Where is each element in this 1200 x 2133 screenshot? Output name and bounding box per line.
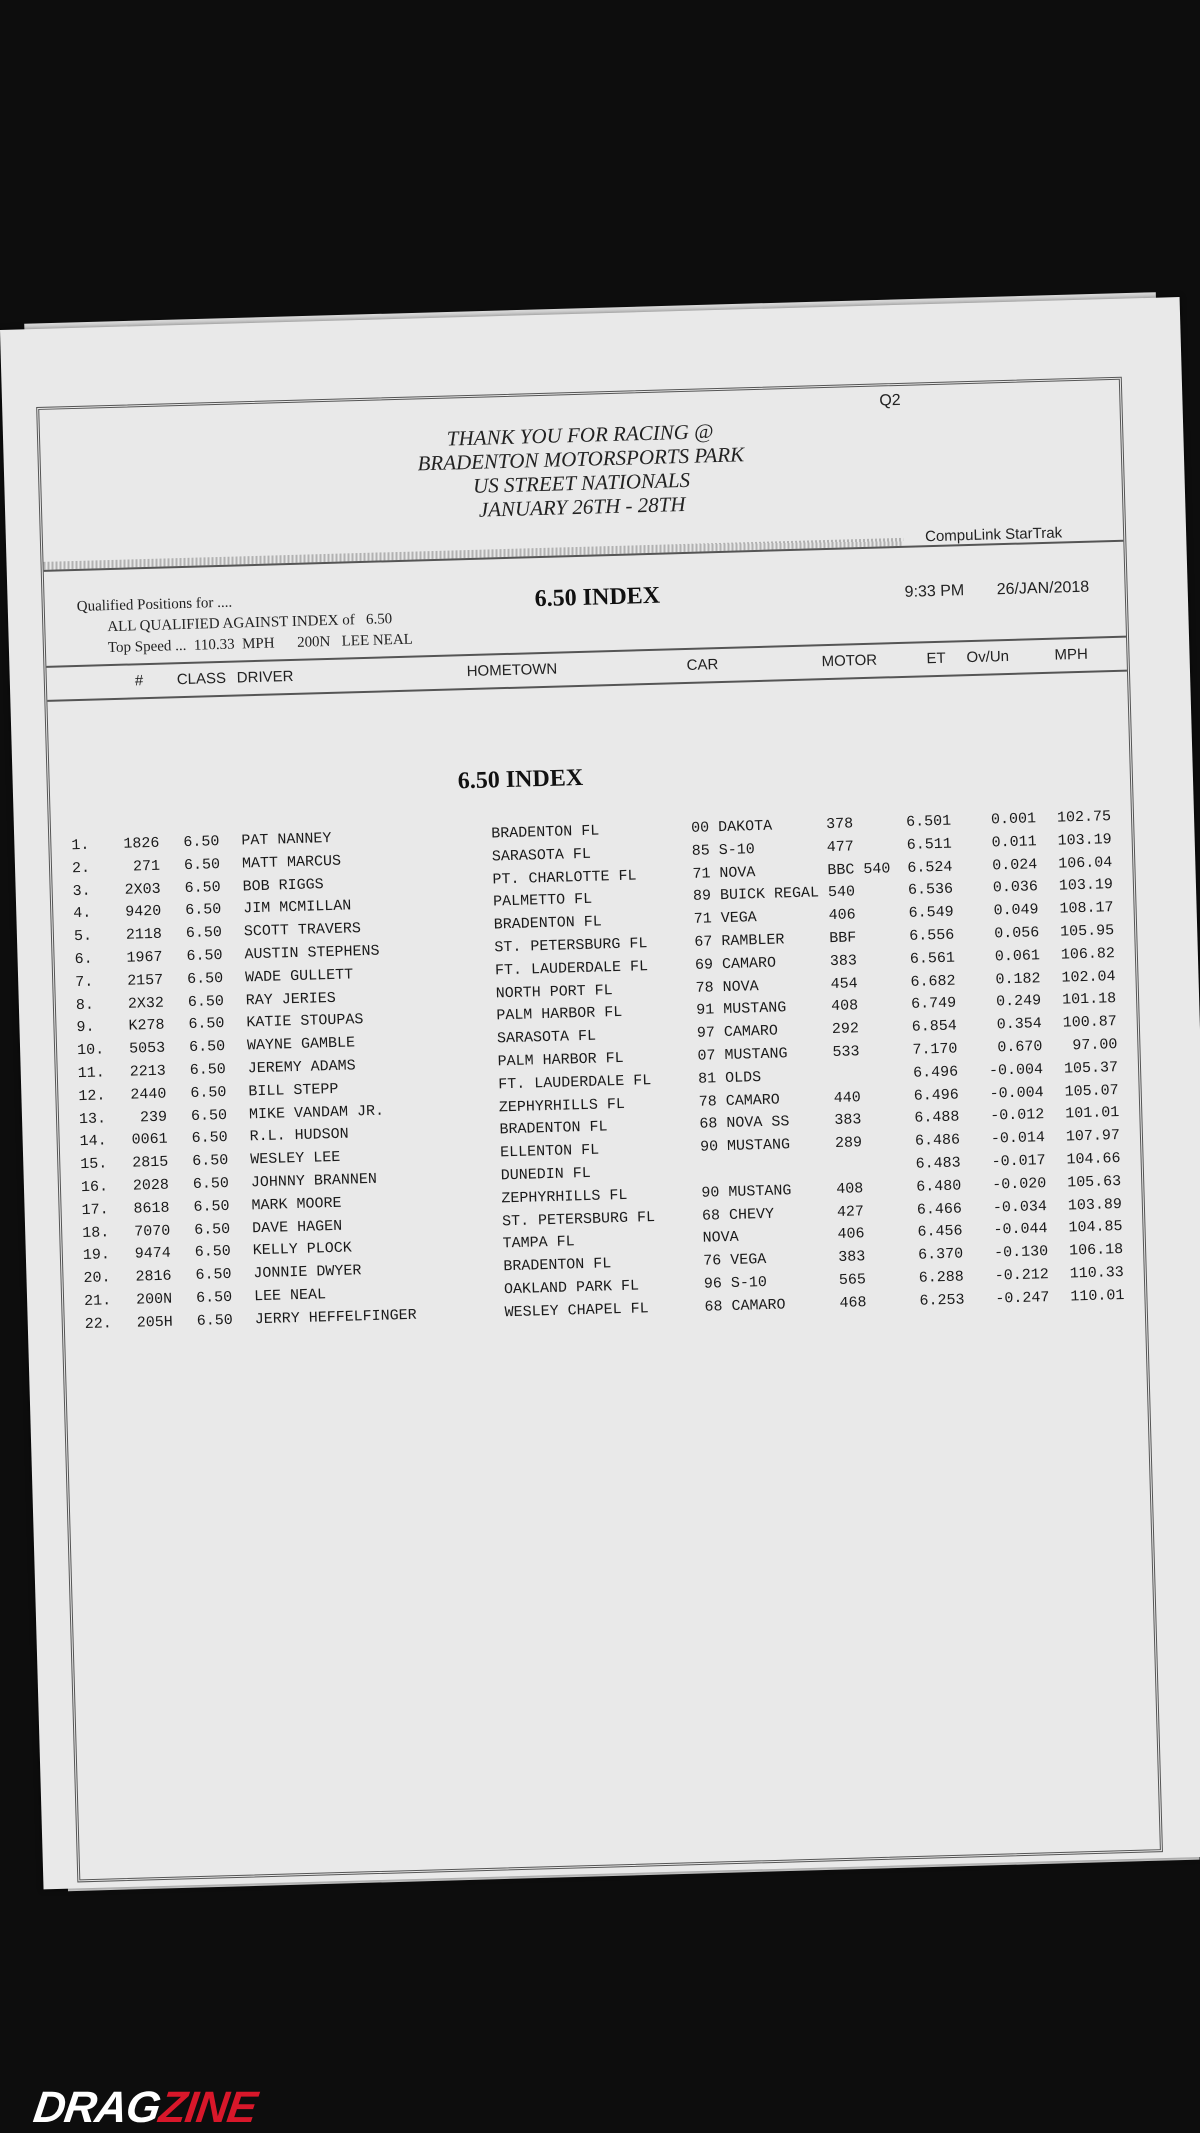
top-speed-line: Top Speed ... 110.33 MPH 200N LEE NEAL (107, 631, 414, 657)
mph-cell: 104.85 (1068, 1218, 1123, 1237)
position-cell: 14. (79, 1132, 107, 1151)
driver-cell: AUSTIN STEPHENS (244, 942, 380, 964)
mph-cell: 101.01 (1065, 1104, 1120, 1123)
motor-cell: 408 (830, 997, 859, 1016)
et-cell: 6.511 (906, 835, 952, 854)
class-cell: 6.50 (195, 1288, 233, 1307)
et-cell: 6.524 (907, 858, 953, 877)
mph-cell: 106.18 (1068, 1241, 1124, 1260)
timestamp (904, 579, 1089, 602)
hometown-cell: TAMPA FL (502, 1233, 575, 1253)
car-cell: 85 S-10 (691, 840, 756, 860)
hatch-divider (43, 538, 903, 570)
motor-cell: 289 (834, 1134, 863, 1153)
position-cell: 13. (78, 1109, 107, 1128)
round-label: Q2 (879, 391, 901, 410)
driver-cell: PAT NANNEY (241, 829, 332, 850)
class-cell: 6.50 (183, 833, 220, 852)
hometown-cell: PALM HARBOR FL (496, 1004, 623, 1025)
mph-cell: 107.97 (1065, 1127, 1121, 1146)
position-cell: 18. (82, 1223, 110, 1242)
motor-cell: 565 (838, 1271, 867, 1289)
driver-cell: JOHNNY BRANNEN (250, 1170, 378, 1192)
motor-cell: 292 (831, 1020, 860, 1039)
motor-cell: 378 (825, 815, 854, 834)
over-under-cell: -0.017 (991, 1152, 1046, 1171)
hometown-cell: NORTH PORT FL (495, 981, 613, 1002)
driver-cell: WADE GULLETT (244, 966, 354, 987)
et-cell: 6.501 (905, 812, 952, 831)
mph-cell: 97.00 (1072, 1036, 1118, 1055)
et-cell: 6.483 (915, 1154, 961, 1173)
mph-cell: 103.89 (1067, 1195, 1123, 1215)
et-cell: 6.496 (913, 1086, 959, 1105)
car-number-cell: 2X03 (124, 880, 161, 899)
class-cell: 6.50 (191, 1129, 228, 1148)
car-cell: 96 S-10 (703, 1273, 768, 1293)
hometown-cell: WESLEY CHAPEL FL (504, 1300, 649, 1322)
mph-cell: 110.01 (1070, 1286, 1125, 1306)
event-title (40, 408, 1122, 534)
over-under-cell: -0.034 (992, 1197, 1048, 1217)
motor-cell: 406 (837, 1225, 865, 1244)
motor-cell: 477 (826, 838, 855, 856)
col-ovun: Ov/Un (966, 647, 1010, 667)
section-title: 6.50 INDEX (457, 764, 584, 795)
car-number-cell: 271 (132, 857, 161, 876)
mph-cell: 105.07 (1064, 1081, 1119, 1101)
hometown-cell: DUNEDIN FL (500, 1164, 592, 1185)
motor-cell: BBC 540 (827, 859, 891, 879)
car-cell: 71 VEGA (693, 909, 757, 929)
hometown-cell: FT. LAUDERDALE FL (494, 957, 649, 980)
car-cell: 78 NOVA (695, 977, 759, 997)
over-under-cell: -0.020 (992, 1174, 1047, 1194)
et-cell: 6.370 (917, 1245, 964, 1264)
position-cell: 2. (71, 859, 91, 877)
hometown-cell: ELLENTON FL (499, 1141, 600, 1162)
motor-cell: 406 (828, 906, 856, 925)
driver-cell: JEREMY ADAMS (247, 1057, 356, 1078)
et-cell: 6.466 (916, 1200, 963, 1219)
motor-cell: 533 (832, 1043, 860, 1062)
position-cell: 7. (75, 973, 94, 991)
over-under-cell: 0.024 (992, 855, 1038, 875)
car-cell: 78 CAMARO (698, 1091, 781, 1111)
car-number-cell: 2118 (125, 925, 163, 944)
qualified-for-label: Qualified Positions for .... (76, 594, 233, 615)
time-value: 9:33 PM (904, 582, 965, 601)
hometown-cell: ST. PETERSBURG FL (494, 935, 648, 957)
mph-cell: 106.04 (1058, 853, 1113, 873)
motor-cell: BBF (829, 929, 857, 948)
car-number-cell: 2X32 (127, 994, 165, 1013)
driver-cell: JIM MCMILLAN (243, 897, 352, 918)
car-number-cell: K278 (128, 1017, 165, 1036)
motor-cell: 383 (837, 1248, 866, 1267)
et-cell: 6.561 (909, 949, 956, 968)
class-cell: 6.50 (184, 878, 221, 897)
mph-cell: 102.75 (1056, 808, 1112, 827)
car-number-cell: 2816 (135, 1267, 172, 1286)
car-cell: 69 CAMARO (694, 954, 777, 974)
position-cell: 12. (78, 1087, 106, 1105)
title-line: BRADENTON MOTORSPORTS PARK (417, 442, 745, 476)
driver-cell: BILL STEPP (248, 1080, 339, 1101)
over-under-cell: -0.004 (988, 1060, 1044, 1080)
class-cell: 6.50 (190, 1106, 228, 1125)
over-under-cell: -0.004 (989, 1083, 1044, 1103)
motor-cell: 383 (829, 952, 858, 970)
hometown-cell: ST. PETERSBURG FL (501, 1208, 656, 1230)
position-cell: 22. (84, 1315, 113, 1333)
position-cell: 11. (77, 1064, 106, 1083)
over-under-cell: -0.014 (990, 1129, 1046, 1148)
driver-cell: BOB RIGGS (242, 875, 324, 896)
class-cell: 6.50 (193, 1220, 231, 1239)
mph-cell: 105.37 (1063, 1058, 1119, 1078)
motor-cell: 408 (836, 1179, 864, 1198)
date-value: 26/JAN/2018 (996, 578, 1090, 599)
car-number-cell: 9474 (134, 1244, 172, 1263)
et-cell: 6.486 (914, 1131, 961, 1150)
hometown-cell: FT. LAUDERDALE FL (498, 1071, 652, 1094)
car-cell: 76 VEGA (703, 1251, 767, 1270)
dragzine-logo (30, 2083, 260, 2132)
driver-cell: MIKE VANDAM JR. (248, 1102, 385, 1123)
et-cell: 6.536 (907, 881, 954, 900)
car-number-cell: 1826 (123, 834, 160, 853)
motor-cell: 440 (833, 1088, 862, 1107)
position-cell: 5. (73, 927, 93, 946)
driver-cell: MARK MOORE (251, 1194, 342, 1215)
et-cell: 6.682 (910, 972, 956, 991)
hometown-cell: SARASOTA FL (496, 1027, 597, 1048)
driver-cell: LEE NEAL (253, 1286, 327, 1306)
et-cell: 6.288 (918, 1268, 965, 1287)
position-cell: 6. (74, 950, 93, 969)
over-under-cell: 0.354 (996, 1015, 1043, 1034)
position-cell: 3. (72, 882, 91, 900)
car-number-cell: 200N (135, 1290, 173, 1309)
et-cell: 6.854 (911, 1017, 958, 1036)
et-cell: 6.253 (919, 1291, 965, 1310)
logo-part-zine: ZINE (156, 2083, 260, 2132)
et-cell: 6.456 (917, 1222, 963, 1242)
hometown-cell: BRADENTON FL (491, 822, 600, 843)
driver-cell: KELLY PLOCK (252, 1239, 353, 1260)
divider (44, 540, 1124, 572)
hometown-cell: BRADENTON FL (499, 1118, 608, 1139)
over-under-cell: 0.061 (994, 946, 1041, 966)
car-number-cell: 7070 (133, 1222, 171, 1241)
results-table (51, 808, 1145, 1339)
et-cell: 6.556 (909, 926, 955, 945)
index-heading: 6.50 INDEX (534, 582, 661, 613)
col-motor: MOTOR (821, 651, 878, 671)
car-number-cell: 8618 (133, 1199, 170, 1218)
car-cell: 67 RAMBLER (694, 931, 785, 951)
class-cell: 6.50 (195, 1266, 232, 1285)
position-cell: 8. (75, 996, 95, 1014)
car-number-cell: 205H (136, 1313, 173, 1332)
driver-cell: MATT MARCUS (241, 852, 342, 873)
class-cell: 6.50 (188, 1015, 225, 1034)
title-line: US STREET NATIONALS (472, 467, 691, 498)
hometown-cell: ZEPHYRHILLS FL (501, 1186, 628, 1208)
over-under-cell: 0.249 (995, 992, 1042, 1011)
index-line: ALL QUALIFIED AGAINST INDEX of 6.50 (107, 611, 393, 636)
hometown-cell: PALMETTO FL (492, 891, 593, 911)
position-cell: 15. (80, 1155, 108, 1174)
motor-cell: 427 (836, 1202, 865, 1221)
motor-cell: 454 (830, 974, 858, 993)
car-number-cell: 2815 (132, 1153, 169, 1172)
title-line: JANUARY 26TH - 28TH (478, 491, 686, 522)
over-under-cell: 0.056 (993, 924, 1040, 943)
driver-cell: RAY JERIES (245, 989, 337, 1009)
mph-cell: 103.19 (1058, 876, 1114, 896)
over-under-cell: 0.182 (995, 969, 1041, 989)
mph-cell: 100.87 (1062, 1013, 1117, 1032)
over-under-cell: -0.012 (990, 1106, 1045, 1126)
over-under-cell: -0.044 (993, 1220, 1048, 1239)
class-cell: 6.50 (188, 1038, 226, 1057)
driver-cell: R.L. HUDSON (249, 1125, 349, 1146)
motor-cell: 383 (834, 1111, 862, 1130)
car-number-cell: 2440 (130, 1085, 167, 1104)
position-cell: 1. (71, 836, 90, 855)
et-cell: 6.749 (910, 994, 957, 1014)
mph-cell: 110.33 (1069, 1263, 1124, 1283)
driver-cell: SCOTT TRAVERS (243, 920, 362, 941)
mph-cell: 103.19 (1057, 830, 1112, 850)
car-cell: NOVA (702, 1229, 739, 1248)
over-under-cell: -0.247 (995, 1288, 1050, 1308)
over-under-cell: -0.130 (993, 1243, 1049, 1262)
class-cell: 6.50 (193, 1197, 230, 1216)
et-cell: 7.170 (912, 1040, 958, 1059)
driver-cell: JERRY HEFFELFINGER (254, 1306, 417, 1329)
col-mph: MPH (1054, 645, 1089, 664)
et-cell: 6.480 (916, 1177, 962, 1196)
class-cell: 6.50 (192, 1174, 230, 1193)
car-cell: 68 CHEVY (701, 1205, 775, 1225)
car-cell: 97 CAMARO (696, 1022, 779, 1042)
class-cell: 6.50 (186, 947, 223, 966)
car-cell: 71 NOVA (692, 863, 756, 883)
position-cell: 21. (83, 1292, 112, 1310)
et-cell: 6.496 (912, 1063, 959, 1082)
mph-cell: 108.17 (1059, 899, 1114, 918)
car-cell: 68 NOVA SS (699, 1113, 790, 1134)
car-cell: 81 OLDS (697, 1068, 762, 1088)
col-car: CAR (686, 656, 719, 674)
driver-cell: KATIE STOUPAS (246, 1011, 364, 1032)
over-under-cell: -0.212 (994, 1266, 1050, 1285)
col-class: CLASS (176, 669, 227, 689)
mph-cell: 104.66 (1066, 1149, 1121, 1169)
class-cell: 6.50 (196, 1311, 233, 1330)
over-under-cell: 0.001 (990, 810, 1037, 829)
car-cell: 89 BUICK REGAL (692, 884, 820, 906)
mph-cell: 106.82 (1060, 944, 1116, 964)
car-cell: 07 MUSTANG (697, 1045, 788, 1065)
mph-cell: 105.63 (1066, 1172, 1122, 1192)
et-cell: 6.488 (914, 1108, 960, 1128)
col-et: ET (926, 649, 946, 668)
position-cell: 20. (83, 1269, 111, 1288)
hometown-cell: SARASOTA FL (491, 845, 592, 866)
car-number-cell: 5053 (128, 1039, 166, 1058)
col-hometown: HOMETOWN (466, 660, 558, 681)
position-cell: 9. (76, 1019, 95, 1037)
mph-cell: 105.95 (1059, 922, 1115, 941)
sheet-frame (36, 377, 1163, 1883)
position-cell: 16. (80, 1178, 109, 1197)
car-number-cell: 2157 (126, 971, 164, 990)
class-cell: 6.50 (194, 1243, 232, 1262)
car-number-cell: 9420 (125, 903, 162, 922)
hometown-cell: PT. CHARLOTTE FL (492, 867, 637, 889)
class-cell: 6.50 (192, 1152, 229, 1171)
car-number-cell: 2213 (129, 1062, 166, 1081)
driver-cell: WAYNE GAMBLE (246, 1034, 356, 1055)
class-cell: 6.50 (187, 992, 225, 1011)
car-cell: 00 DAKOTA (690, 817, 773, 837)
car-cell: 91 MUSTANG (696, 999, 787, 1020)
hometown-cell: BRADENTON FL (493, 913, 603, 934)
title-line: THANK YOU FOR RACING @ (446, 419, 714, 451)
class-cell: 6.50 (183, 855, 221, 874)
driver-cell: JONNIE DWYER (253, 1262, 362, 1283)
driver-cell: DAVE HAGEN (251, 1217, 343, 1237)
position-cell: 10. (76, 1041, 105, 1060)
col-num: # (134, 672, 144, 690)
car-number-cell: 2028 (132, 1176, 170, 1195)
hometown-cell: PALM HARBOR FL (497, 1049, 624, 1071)
car-cell: 90 MUSTANG (701, 1181, 792, 1202)
over-under-cell: 0.036 (992, 878, 1039, 897)
mph-cell: 101.18 (1061, 990, 1117, 1009)
class-cell: 6.50 (185, 901, 222, 920)
over-under-cell: 0.670 (997, 1038, 1043, 1057)
over-under-cell: 0.049 (993, 901, 1039, 920)
et-cell: 6.549 (908, 903, 954, 923)
position-cell: 17. (81, 1201, 109, 1219)
car-number-cell: 0061 (131, 1130, 168, 1149)
car-number-cell: 239 (139, 1108, 168, 1126)
mph-cell: 102.04 (1061, 967, 1116, 987)
class-cell: 6.50 (190, 1083, 227, 1102)
hometown-cell: ZEPHYRHILLS FL (498, 1095, 626, 1116)
motor-cell: 468 (839, 1293, 867, 1312)
position-cell: 19. (82, 1246, 111, 1265)
col-driver: DRIVER (236, 667, 294, 687)
driver-cell: WESLEY LEE (250, 1148, 341, 1169)
car-number-cell: 1967 (126, 948, 163, 967)
class-cell: 6.50 (185, 924, 223, 943)
hometown-cell: OAKLAND PARK FL (503, 1277, 640, 1299)
over-under-cell: 0.011 (991, 833, 1037, 852)
car-cell: 90 MUSTANG (699, 1136, 791, 1156)
car-cell: 68 CAMARO (704, 1296, 786, 1316)
class-cell: 6.50 (186, 969, 224, 988)
class-cell: 6.50 (189, 1060, 226, 1079)
logo-part-drag: DRAG (30, 2083, 164, 2132)
hometown-cell: BRADENTON FL (503, 1255, 612, 1276)
position-cell: 4. (73, 905, 92, 923)
results-sheet (0, 297, 1200, 1889)
system-label: CompuLink StarTrak (924, 524, 1063, 546)
motor-cell: 540 (827, 883, 856, 902)
